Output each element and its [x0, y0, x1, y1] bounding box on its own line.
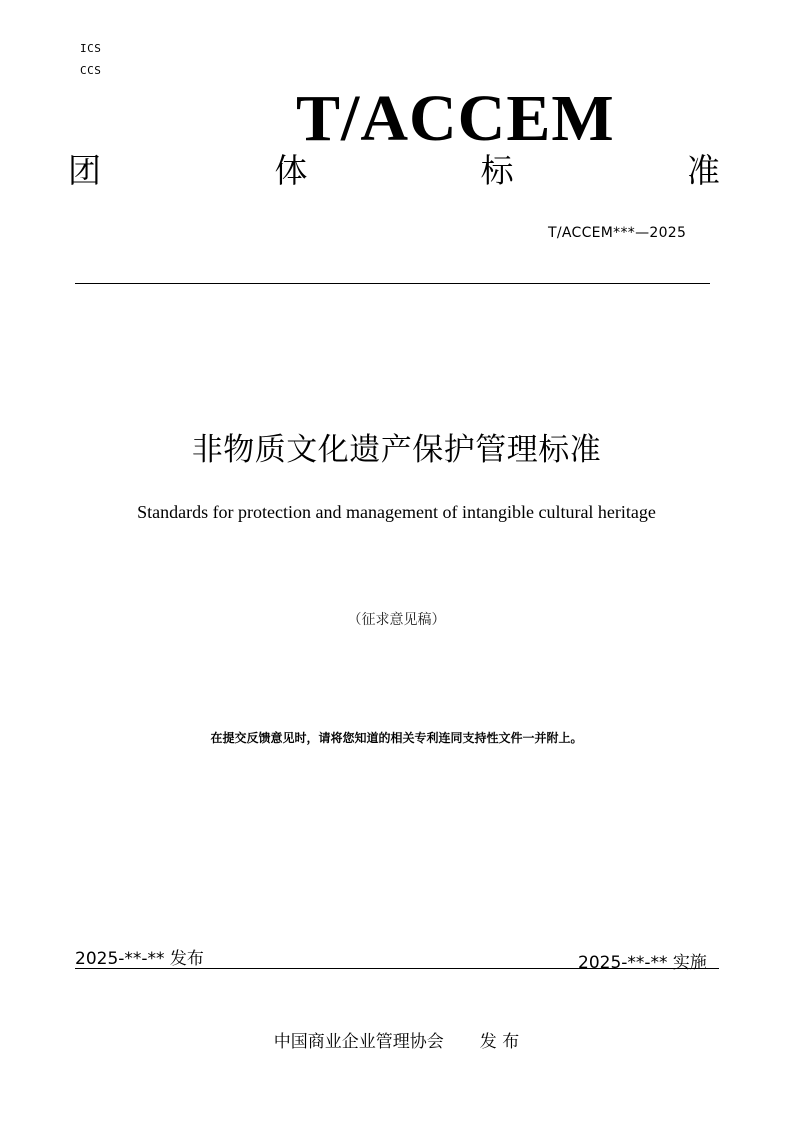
publish-label: 发 布: [479, 1032, 520, 1052]
patent-notice: 在提交反馈意见时，请将您知道的相关专利连同支持性文件一并附上。: [210, 731, 583, 745]
implementation-date: 2025-**-** 实施: [578, 953, 707, 973]
publisher-line: [0, 1027, 793, 1052]
standard-number: T/ACCEM***—2025: [548, 225, 687, 241]
standard-type-char: 标: [480, 151, 514, 190]
ccs-code: CCS: [80, 64, 102, 77]
title-english: Standards for protection and management of intangible cultural heritage: [137, 502, 656, 522]
draft-label: （征求意见稿）: [347, 612, 446, 628]
title-chinese: 非物质文化遗产保护管理标准: [191, 432, 602, 468]
standard-type-char: 准: [686, 151, 720, 190]
footer-divider: [75, 968, 719, 969]
issue-date: 2025-**-** 发布: [75, 949, 204, 969]
publisher-name: 中国商业企业管理协会: [273, 1032, 444, 1052]
standard-type: [68, 151, 720, 190]
ics-code: ICS: [80, 42, 102, 55]
standard-type-char: 团: [68, 151, 101, 190]
organization-code: T/ACCEM: [296, 82, 615, 155]
header-divider: [75, 283, 710, 284]
standard-type-char: 体: [274, 151, 308, 190]
